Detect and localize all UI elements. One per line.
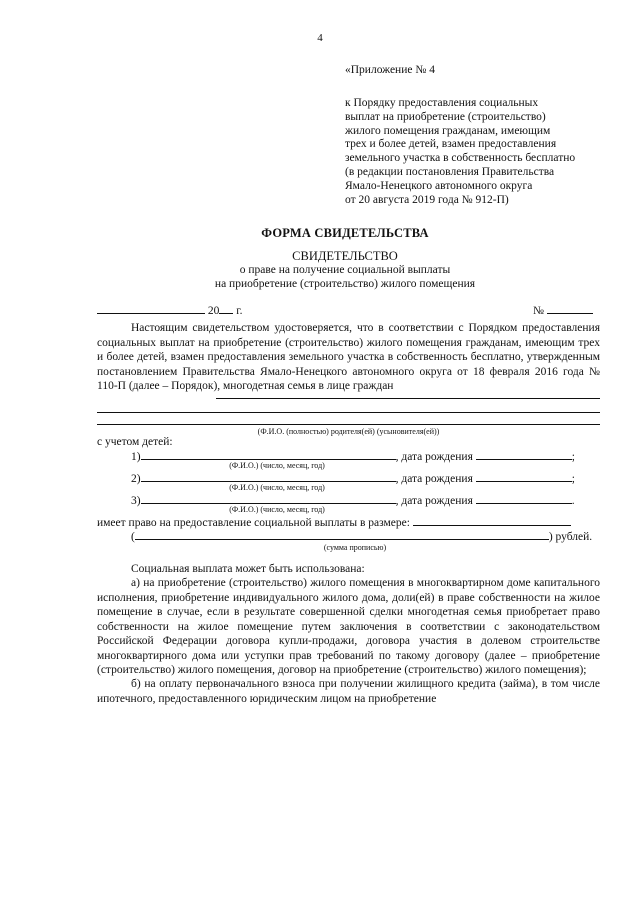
child-number: 2) <box>131 473 141 485</box>
children-label: с учетом детей: <box>97 436 173 448</box>
parent-name-line-1[interactable] <box>216 398 600 399</box>
parent-caption: (Ф.И.О. (полностью) родителя(ей) (усыновителя(ей)) <box>257 427 440 436</box>
row-end: . <box>571 495 575 507</box>
row-end: ; <box>571 451 575 463</box>
child-2-name-blank[interactable] <box>141 470 396 482</box>
parent-name-line-3[interactable] <box>97 424 600 425</box>
entitled-text: имеет право на предоставление социальной выплаты в размере: <box>97 517 410 529</box>
appendix-line: Ямало-Ненецкого автономного округа <box>345 179 533 192</box>
appendix-line: трех и более детей, взамен предоставления <box>345 138 557 151</box>
usage-intro: Социальная выплата может быть использована: <box>131 563 365 575</box>
amount-words-blank[interactable] <box>135 528 549 540</box>
appendix-title: «Приложение № 4 <box>345 64 435 76</box>
amount-close: ) рублей. <box>548 531 593 543</box>
amount-caption: (сумма прописью) <box>323 543 387 552</box>
date-row <box>97 302 243 317</box>
child-1-name-blank[interactable] <box>141 448 396 460</box>
appendix-line: (в редакции постановления Правительства <box>345 165 555 178</box>
appendix-line: земельного участка в собственность бесплатно <box>345 152 576 165</box>
birth-label: , дата рождения <box>395 495 473 507</box>
child-number: 3) <box>131 495 141 507</box>
appendix-line: от 20 августа 2019 года № 912-П) <box>345 193 509 206</box>
date-year-prefix: 20 <box>207 305 220 317</box>
amount-open: ( <box>131 531 135 543</box>
date-day-month-blank[interactable] <box>97 302 205 314</box>
number-label: № <box>533 305 544 317</box>
child-3-birth-blank[interactable] <box>476 492 572 504</box>
number-row <box>533 302 593 317</box>
appendix-line: жилого помещения гражданам, имеющим <box>345 124 551 137</box>
date-suffix: г. <box>236 305 243 317</box>
amount-numeric-blank[interactable] <box>413 514 571 526</box>
birth-label: , дата рождения <box>395 451 473 463</box>
appendix-line: к Порядку предоставления социальных <box>345 97 539 109</box>
amount-words-row <box>131 528 592 543</box>
appendix-line: выплат на приобретение (строительство) <box>345 110 546 123</box>
entitled-row <box>97 514 571 529</box>
usage-item-b: б) на оплату первоначального взноса при получении жилищного кредита (займа), в том числе ипотечного, предоставленного юридическим лицом на приобретение <box>97 678 600 705</box>
child-1-caption: (Ф.И.О.) (число, месяц, год) <box>229 461 325 470</box>
child-3-name-blank[interactable] <box>141 492 396 504</box>
child-number: 1) <box>131 451 141 463</box>
child-3-caption: (Ф.И.О.) (число, месяц, год) <box>229 505 325 514</box>
certificate-subtitle-2: на приобретение (строительство) жилого помещения <box>214 278 476 290</box>
form-heading: ФОРМА СВИДЕТЕЛЬСТВА <box>261 226 429 240</box>
page-number: 4 <box>317 32 323 44</box>
certificate-title: СВИДЕТЕЛЬСТВО <box>292 249 398 263</box>
child-2-birth-blank[interactable] <box>476 470 572 482</box>
parent-name-line-2[interactable] <box>97 412 600 413</box>
intro-paragraph: Настоящим свидетельством удостоверяется, что в соответствии с Порядком предоставления социальных выплат на приобретение (строительство) жилого помещения гражданам, имеющим трех и более детей, взамен предоставления земельного участка в собственность бесплатно, утвержденным постановлением Правительства Ямало-Ненецкого автономного округа от 18 февраля 2016 года № 110-П (далее – Порядок), многодетная семья в лице граждан <box>97 322 600 392</box>
usage-item-a: а) на приобретение (строительство) жилого помещения в многоквартирном доме капитального исполнения, приобретение индивидуального жилого дома, доли(ей) в праве собственности на жилое помещение в случае, если в результате совершенной сделки многодетная семья приобретает право собственности на жилое помещение путем заключения в соответствии с законодательством Российской Федерации договора купли-продажи, договора участия в долевом строительстве многоквартирного дома или уступки прав требований по такому договору (далее – приобретение (строительство) жилого помещения, договор на приобретение (строительство) жилого помещения); <box>97 577 600 676</box>
certificate-subtitle-1: о праве на получение социальной выплаты <box>239 264 451 276</box>
child-1-birth-blank[interactable] <box>476 448 572 460</box>
number-blank[interactable] <box>547 302 593 314</box>
date-year-blank[interactable] <box>219 302 233 314</box>
row-end: ; <box>571 473 575 485</box>
birth-label: , дата рождения <box>395 473 473 485</box>
child-2-caption: (Ф.И.О.) (число, месяц, год) <box>229 483 325 492</box>
appendix-reference <box>345 97 575 207</box>
